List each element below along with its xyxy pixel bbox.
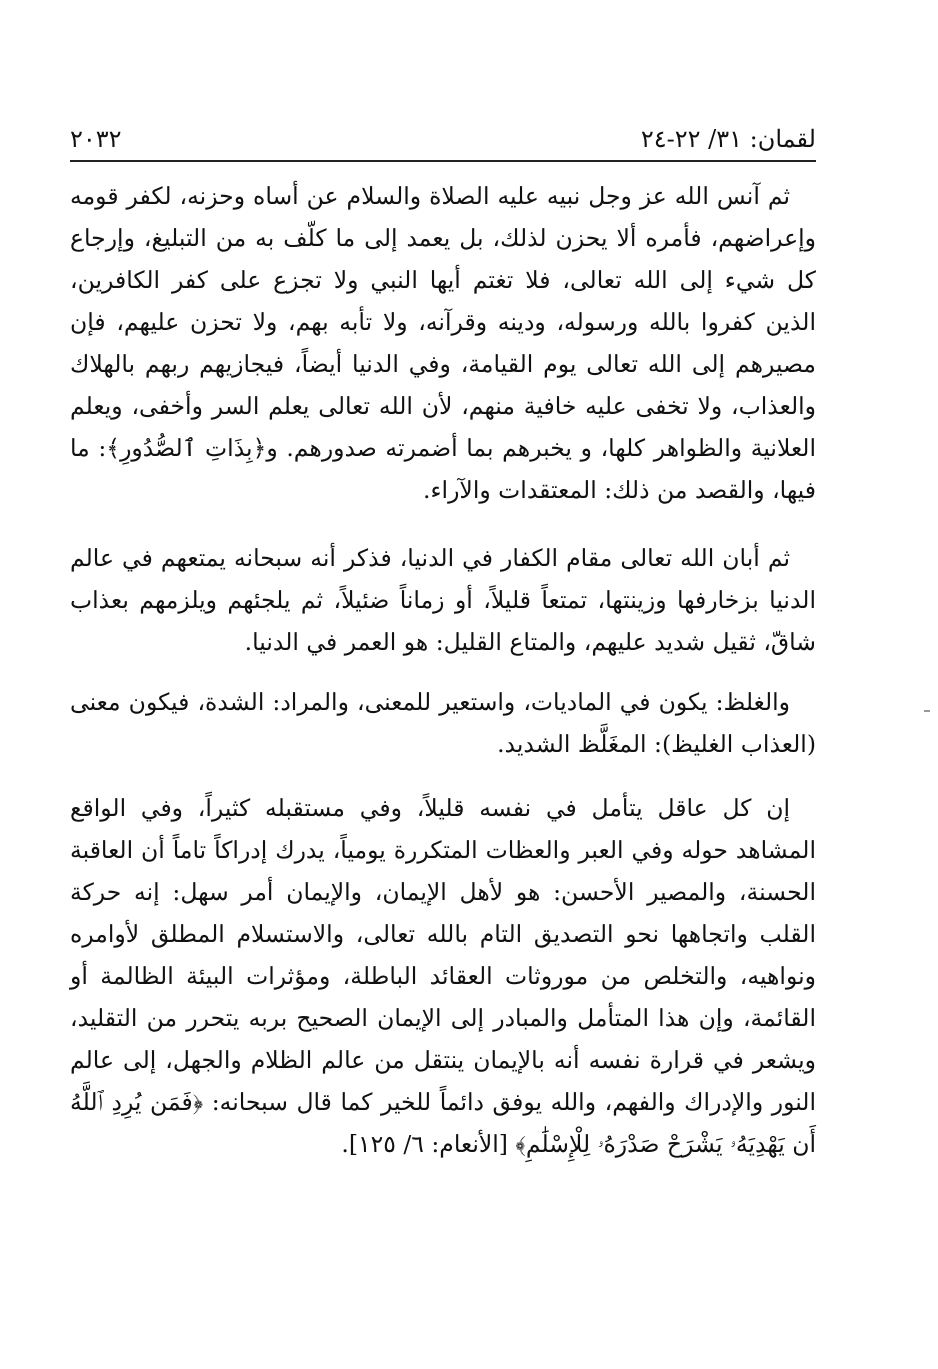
chapter-reference: لقمان: ٣١/ ٢٢-٢٤ <box>640 125 816 153</box>
paragraph-4 <box>70 787 816 1165</box>
page-header <box>70 110 816 162</box>
paragraph-1-text: ثم آنس الله عز وجل نبيه عليه الصلاة والسلام عن أساه وحزنه، لكفر قومه وإعراضهم، فأمره ألا يحزن لذلك، بل يعمد إلى ما كلّف به من التبليغ، وإرجاع كل شيء إلى الله تعالى، فلا تغتم أيها النبي ولا تجزع على كفر الكافرين، الذين كفروا بالله ورسوله، ودينه وقرآنه، ولا تأبه بهم، ولا تحزن عليهم، فإن مصيرهم إلى الله تعالى يوم القيامة، وفي الدنيا أيضاً، فيجازيهم ربهم بالهلاك والعذاب، ولا تخفى عليه خافية منهم، لأن الله تعالى يعلم السر وأخفى، ويعلم العلانية والظواهر كلها، و يخبرهم بما أضمرته صدورهم. و﴿بِذَاتِ ٱلصُّدُورِ﴾: ما فيها، والقصد من ذلك: المعتقدات والآراء. <box>70 182 816 504</box>
paragraph-2-text: ثم أبان الله تعالى مقام الكفار في الدنيا، فذكر أنه سبحانه يمتعهم في عالم الدنيا بزخارفها وزينتها، تمتعاً قليلاً، أو زماناً ضئيلاً، ثم يلجئهم ويلزمهم بعذاب شاقّ، ثقيل شديد عليهم، والمتاع القليل: هو العمر في الدنيا. <box>70 544 816 656</box>
paragraph-2 <box>70 537 816 663</box>
scan-margin-mark <box>924 710 930 712</box>
page-number: ٢٠٣٢ <box>70 125 122 153</box>
paragraph-3-text: والغلظ: يكون في الماديات، واستعير للمعنى، والمراد: الشدة، فيكون معنى (العذاب الغليظ): المغَلَّظ الشديد. <box>70 688 816 758</box>
paragraph-1 <box>70 175 816 511</box>
page-body <box>70 175 816 1165</box>
paragraph-4-text: إن كل عاقل يتأمل في نفسه قليلاً، وفي مستقبله كثيراً، وفي الواقع المشاهد حوله وفي العبر والعظات المتكررة يومياً، يدرك إدراكاً تاماً أن العاقبة الحسنة، والمصير الأحسن: هو لأهل الإيمان، والإيمان أمر سهل: إنه حركة القلب واتجاهها نحو التصديق التام بالله تعالى، والاستسلام المطلق لأوامره ونواهيه، والتخلص من موروثات العقائد الباطلة، ومؤثرات البيئة الظالمة أو القائمة، وإن هذا المتأمل والمبادر إلى الإيمان الصحيح بربه يتحرر من التقليد، ويشعر في قرارة نفسه أنه بالإيمان ينتقل من عالم الظلام والجهل، إلى عالم النور والإدراك والفهم، والله يوفق دائماً للخير كما قال سبحانه: ﴿فَمَن يُرِدِ ٱللَّهُ أَن يَهْدِيَهُۥ يَشْرَحْ صَدْرَهُۥ لِلْإِسْلَٰمِ﴾ [الأنعام: ٦/ ١٢٥]. <box>70 794 816 1158</box>
paragraph-3 <box>70 681 816 765</box>
